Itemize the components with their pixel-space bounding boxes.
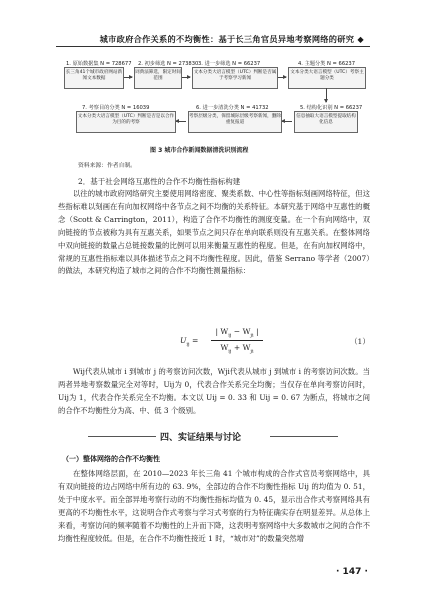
- section-rule-left: [88, 436, 156, 437]
- subsection-1-heading: （一）整体网络的合作不均衡性: [62, 455, 160, 463]
- step-7-box: [76, 111, 176, 133]
- fraction-bar: [211, 340, 263, 341]
- formula-num-end: |: [253, 327, 259, 336]
- step-4-text: 文本分类大语言模型（UTC）考察主题分类: [290, 70, 364, 82]
- arrow-5-6: [282, 121, 292, 122]
- subsection-2-heading: 2．基于社会网络互惠性的合作不均衡性指标构建: [78, 177, 241, 186]
- step-1-text: 长三角41个城市政府网站新闻文本数据: [65, 70, 123, 82]
- step-6-box: [188, 111, 282, 133]
- step-3-text: 文本分类大语言模型（UTC）判断是否属于考察学习新闻: [193, 70, 277, 82]
- step-1-title: 1. 原始数据集 N = 728677: [66, 61, 132, 67]
- paragraph-3: 在整体网络层面，在 2010—2023 年长三角 41 个城市构成的合作式官员考察网络中，具有双向链接的边占网络中所有边的 63. 9%，全部边的合作不均衡性指标 Uij 的均值为 0. 51，处于中度水平。而全部异地考察行动的不均衡性指标均值为 0. 45，显示出合作式考察网络具有更高的不均衡性水平，这说明合作式考察与学习式考察的行为特征确实存在明显差异。从总体上来看，考察访问的频率随着不均衡性的上升而下降，这表明考察网络中大多数城市之间的合作不均衡性程度较低。但是，在合作不均衡性接近 1 时，“城市对”的数量突然增: [58, 469, 370, 543]
- arrow-1-2: [124, 77, 132, 78]
- formula-lhs: U: [180, 336, 187, 345]
- paragraph-2: Wij代表从城市 i 到城市 j 的考察访问次数，Wji代表从城市 j 到城市 i 的考察访问次数。当两者异地考察数量完全对等时，Uij为 0，代表合作关系完全均衡；当仅存在单向考察访问时，Uij为 1，代表合作关系完全不均衡。本文以 Uij = 0. 33 和 Uij = 0. 67 为断点，将城市之间的合作不均衡性分为高、中、低 3 个级别。: [58, 367, 370, 415]
- formula-lhs-sub: ij: [186, 341, 190, 348]
- formula-den-sub1: ij: [228, 348, 232, 355]
- arrow-6-7: [176, 121, 186, 122]
- formula-num-a: | W: [215, 327, 229, 336]
- formula-1: [180, 327, 370, 361]
- figure-caption: 图 3 城市合作新闻数据清洗识别流程: [150, 147, 249, 154]
- step-6-title: 6. 进一步清洗分类 N = 41732: [196, 105, 269, 111]
- arrow-3-4: [278, 77, 286, 78]
- step-5-text: 信息抽取大语言模型提取结构化信息: [296, 114, 356, 126]
- step-4-title: 4. 主题分类 N = 66237: [298, 61, 356, 67]
- step-7-title: 7. 考察目的分类 N = 16039: [82, 105, 150, 111]
- step-4-box: [288, 67, 366, 89]
- running-head: 城市政府合作关系的不均衡性：基于长三角官员异地考察网络的研究 ◆: [99, 34, 364, 44]
- formula-num-sub1: ij: [228, 332, 232, 339]
- section-4-heading: 四、实证结果与讨论: [160, 433, 242, 443]
- step-5-title: 5. 结构化识别 N = 66237: [300, 105, 363, 111]
- arrow-4-5: [326, 88, 327, 102]
- flowchart: [0, 0, 427, 160]
- step-1-box: [64, 67, 124, 89]
- step-5-box: [294, 111, 358, 133]
- formula-num-mid: − W: [231, 327, 251, 336]
- step-2-text: 词典法筛选，限定时间范围: [135, 70, 181, 82]
- step-3-title: 3. 进一步筛选 N = 66237: [198, 61, 261, 67]
- page-number: · 147 ·: [336, 567, 368, 577]
- step-3-box: [192, 67, 278, 89]
- step-2-title: 2. 初步筛选 N = 273830: [138, 61, 199, 67]
- arrow-2-3: [182, 77, 190, 78]
- paragraph-1: 以往的城市政府网络研究主要使用网络密度、聚类系数、中心性等指标刻画网络特征，但这些指标难以刻画在有向加权网络中各节点之间不均衡的关系特征。本研究基于网络中互惠性的概念（Scott & Carrington，2011），构造了合作不均衡性的测度变量。在一个有向网络中，双向链接的节点被称为具有互惠关系，如果节点之间只存在单向联系则没有互惠关系。在整体网络中双向链接的数量占总链接数量的比例可以用来衡量互惠性的程度。但是，在有向加权网络中，常规的互惠性指标难以具体描述节点之间不均衡性程度。因此，借鉴 Serrano 等学者（2007）的做法，本研究构造了城市之间的合作不均衡性测量指标：: [58, 189, 370, 276]
- formula-den-mid: + W: [231, 343, 251, 352]
- formula-den-sub2: ji: [250, 348, 254, 355]
- formula-num-sub2: ji: [250, 332, 254, 339]
- formula-eq: =: [189, 336, 199, 345]
- step-6-text: 考察层级分类，保留城际层级考察新闻，删除重复报道: [189, 114, 281, 126]
- step-2-box: [134, 67, 182, 89]
- figure-source: 资料来源：作者自制。: [78, 163, 136, 169]
- formula-number: （1）: [349, 337, 370, 346]
- section-rule-right: [270, 436, 338, 437]
- formula-den-a: W: [220, 343, 229, 352]
- step-7-text: 文本分类大语言模型（UTC）判断是否是以合作为目的的考察: [77, 114, 175, 126]
